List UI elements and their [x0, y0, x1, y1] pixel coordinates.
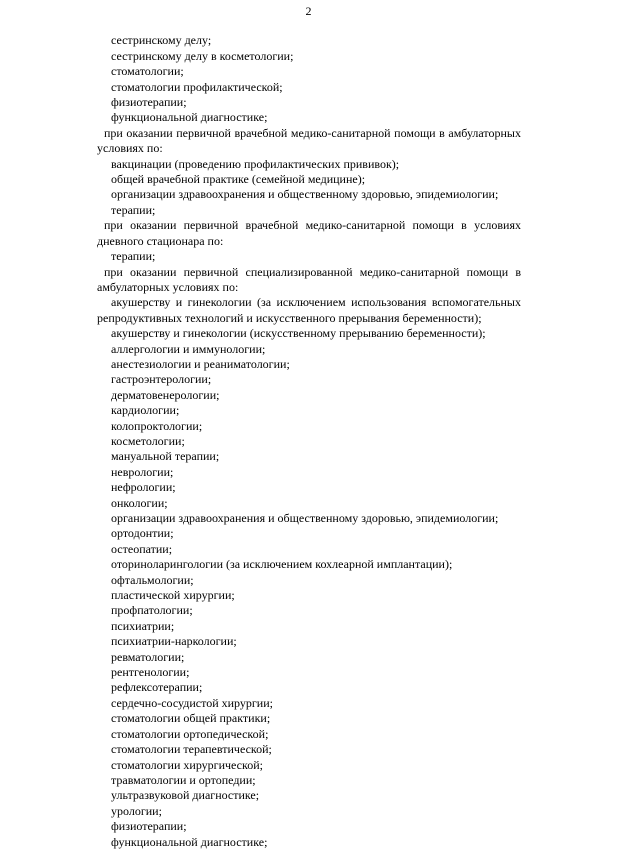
specialty-item: сестринскому делу; — [111, 33, 212, 48]
specialty-item: аллергологии и иммунологии; — [111, 341, 266, 356]
specialty-item: общей врачебной практике (семейной медицине); — [111, 172, 366, 187]
specialty-item: рентгенологии; — [111, 665, 190, 680]
specialty-item: профпатологии; — [111, 603, 193, 618]
specialty-item: стоматологии ортопедической; — [111, 726, 269, 741]
specialty-item: травматологии и ортопедии; — [111, 772, 256, 787]
specialty-item: психиатрии-наркологии; — [111, 634, 237, 649]
specialty-item: стоматологии профилактической; — [111, 79, 283, 94]
care-type-paragraph: при оказании первичной врачебной медико-санитарной помощи в амбулаторных условиях по: — [97, 125, 521, 156]
specialty-item: офтальмологии; — [111, 572, 194, 587]
specialty-item: ультразвуковой диагностике; — [111, 788, 260, 803]
specialty-item: анестезиологии и реаниматологии; — [111, 356, 290, 371]
specialty-item: акушерству и гинекологии (искусственному прерыванию беременности); — [111, 326, 486, 341]
specialty-item: организации здравоохранения и общественному здоровью, эпидемиологии; — [111, 511, 499, 525]
specialty-item: функциональной диагностике; — [111, 834, 268, 849]
specialty-item: нефрологии; — [111, 480, 176, 495]
specialty-item: акушерству и гинекологии (за исключением использования вспомогательных репродуктивных технологий и искусственного прерывания беременности); — [97, 295, 521, 325]
specialty-item: стоматологии общей практики; — [111, 711, 271, 726]
specialty-item: онкологии; — [111, 495, 168, 510]
document-body — [97, 33, 521, 850]
specialty-item: колопроктологии; — [111, 418, 203, 433]
specialty-item: стоматологии; — [111, 64, 184, 79]
specialty-item: физиотерапии; — [111, 95, 187, 110]
specialty-item: стоматологии хирургической; — [111, 757, 263, 772]
specialty-item: урологии; — [111, 803, 162, 818]
specialty-item: остеопатии; — [111, 541, 173, 556]
specialty-item: рефлексотерапии; — [111, 680, 203, 695]
specialty-item: сердечно-сосудистой хирургии; — [111, 695, 273, 710]
specialty-item: пластической хирургии; — [111, 588, 235, 603]
specialty-item: стоматологии терапевтической; — [111, 742, 272, 757]
specialty-item: дерматовенерологии; — [111, 387, 220, 402]
specialty-item: физиотерапии; — [111, 819, 187, 834]
specialty-item: терапии; — [111, 249, 156, 264]
specialty-item: неврологии; — [111, 464, 174, 479]
specialty-item: вакцинации (проведению профилактических прививок); — [111, 156, 400, 171]
specialty-item: гастроэнтерологии; — [111, 372, 212, 387]
specialty-item: организации здравоохранения и общественному здоровью, эпидемиологии; — [111, 187, 499, 202]
specialty-item: терапии; — [111, 202, 156, 217]
specialty-item: сестринскому делу в косметологии; — [111, 48, 294, 63]
specialty-item: косметологии; — [111, 433, 185, 448]
specialty-item: оториноларингологии (за исключением кохлеарной имплантации); — [111, 557, 453, 572]
care-type-paragraph: при оказании первичной специализированной медико-санитарной помощи в амбулаторных условиях по: — [97, 264, 521, 294]
specialty-item: ортодонтии; — [111, 526, 174, 541]
specialty-item: функциональной диагностике; — [111, 110, 268, 125]
specialty-item: кардиологии; — [111, 403, 180, 418]
care-type-paragraph: при оказании первичной врачебной медико-санитарной помощи в условиях дневного стационара по: — [97, 218, 521, 248]
specialty-item: ревматологии; — [111, 649, 185, 664]
page-number: 2 — [305, 4, 312, 18]
specialty-item: мануальной терапии; — [111, 449, 220, 464]
specialty-item: психиатрии; — [111, 618, 175, 633]
